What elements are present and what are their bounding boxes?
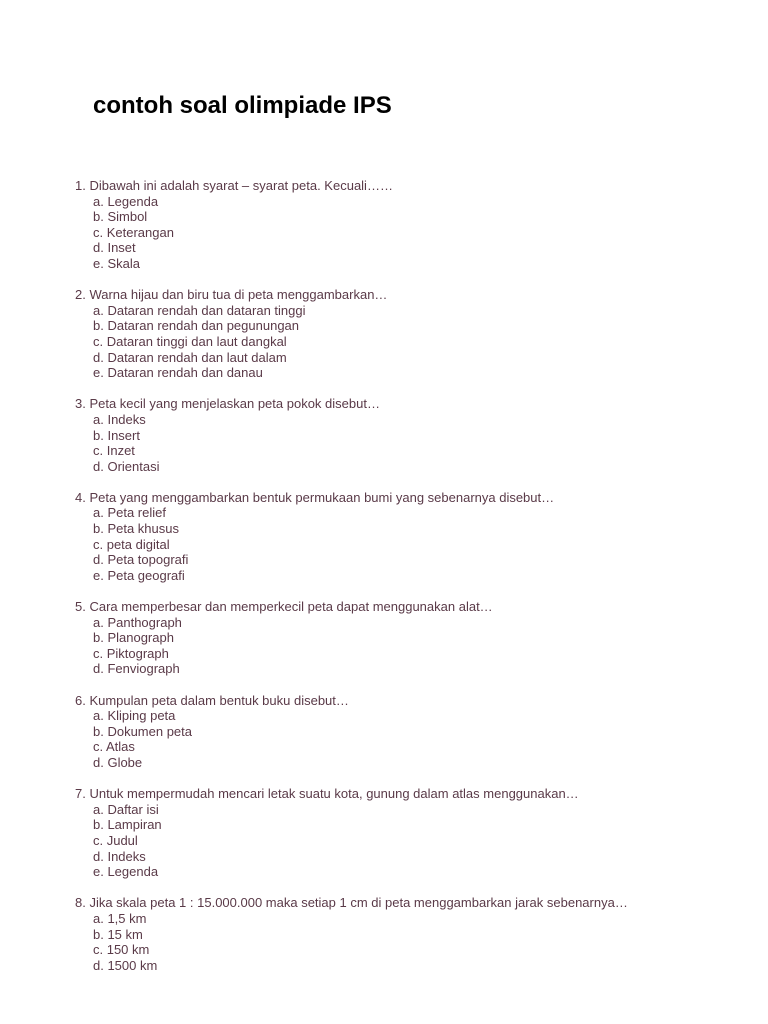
answer-option: a. Kliping peta: [93, 708, 176, 724]
answer-option: b. Lampiran: [93, 817, 162, 833]
answer-option: b. Dokumen peta: [93, 723, 193, 739]
answer-option: c. peta digital: [93, 536, 170, 552]
question-item: [75, 599, 755, 677]
question-item: [75, 178, 755, 272]
answer-option: e. Dataran rendah dan danau: [93, 365, 263, 381]
answer-option: e. Skala: [93, 255, 140, 271]
answer-option: a. Legenda: [93, 193, 159, 209]
answer-option: b. 15 km: [93, 926, 143, 942]
answer-option: a. Panthograph: [93, 614, 182, 630]
answer-option: b. Peta khusus: [93, 521, 179, 537]
answer-option: e. Peta geografi: [93, 567, 185, 583]
answer-option: d. Inset: [93, 240, 136, 256]
answer-option: d. Peta topografi: [93, 552, 189, 568]
answer-option: d. 1500 km: [93, 957, 158, 973]
question-text: 6. Kumpulan peta dalam bentuk buku disebut…: [75, 692, 349, 708]
page-title: contoh soal olimpiade IPS: [93, 92, 392, 119]
question-item: [75, 396, 755, 474]
question-item: [75, 490, 755, 584]
answer-option: d. Dataran rendah dan laut dalam: [93, 349, 287, 365]
question-text: 3. Peta kecil yang menjelaskan peta pokok disebut…: [75, 396, 380, 412]
answer-option: b. Dataran rendah dan pegunungan: [93, 318, 300, 334]
answer-option: e. Legenda: [93, 864, 159, 880]
answer-option: d. Indeks: [93, 848, 146, 864]
answer-option: c. 150 km: [93, 942, 150, 958]
answer-option: a. Dataran rendah dan dataran tinggi: [93, 302, 306, 318]
answer-option: a. Indeks: [93, 411, 146, 427]
answer-option: d. Orientasi: [93, 458, 160, 474]
answer-option: c. Atlas: [93, 739, 135, 755]
question-text: 2. Warna hijau dan biru tua di peta menggambarkan…: [75, 287, 388, 303]
answer-option: c. Keterangan: [93, 224, 174, 240]
answer-option: d. Globe: [93, 754, 143, 770]
answer-option: d. Fenviograph: [93, 661, 180, 677]
question-text: 5. Cara memperbesar dan memperkecil peta dapat menggunakan alat…: [75, 599, 493, 615]
answer-option: a. Peta relief: [93, 505, 166, 521]
answer-option: c. Dataran tinggi dan laut dangkal: [93, 333, 287, 349]
question-text: 8. Jika skala peta 1 : 15.000.000 maka setiap 1 cm di peta menggambarkan jarak sebenarnya…: [75, 895, 628, 911]
question-text: 4. Peta yang menggambarkan bentuk permukaan bumi yang sebenarnya disebut…: [75, 489, 555, 505]
answer-option: c. Inzet: [93, 443, 135, 459]
answer-option: b. Insert: [93, 427, 140, 443]
question-list: [75, 178, 755, 989]
answer-option: c. Piktograph: [93, 645, 169, 661]
question-item: [75, 287, 755, 381]
question-text: 1. Dibawah ini adalah syarat – syarat peta. Kecuali……: [75, 178, 393, 193]
answer-option: c. Judul: [93, 832, 138, 848]
answer-option: a. Daftar isi: [93, 801, 159, 817]
question-text: 7. Untuk mempermudah mencari letak suatu kota, gunung dalam atlas menggunakan…: [75, 786, 579, 802]
answer-option: b. Planograph: [93, 630, 174, 646]
answer-option: a. 1,5 km: [93, 910, 147, 926]
question-item: [75, 895, 755, 973]
question-item: [75, 693, 755, 771]
question-item: [75, 786, 755, 880]
answer-option: b. Simbol: [93, 209, 148, 225]
